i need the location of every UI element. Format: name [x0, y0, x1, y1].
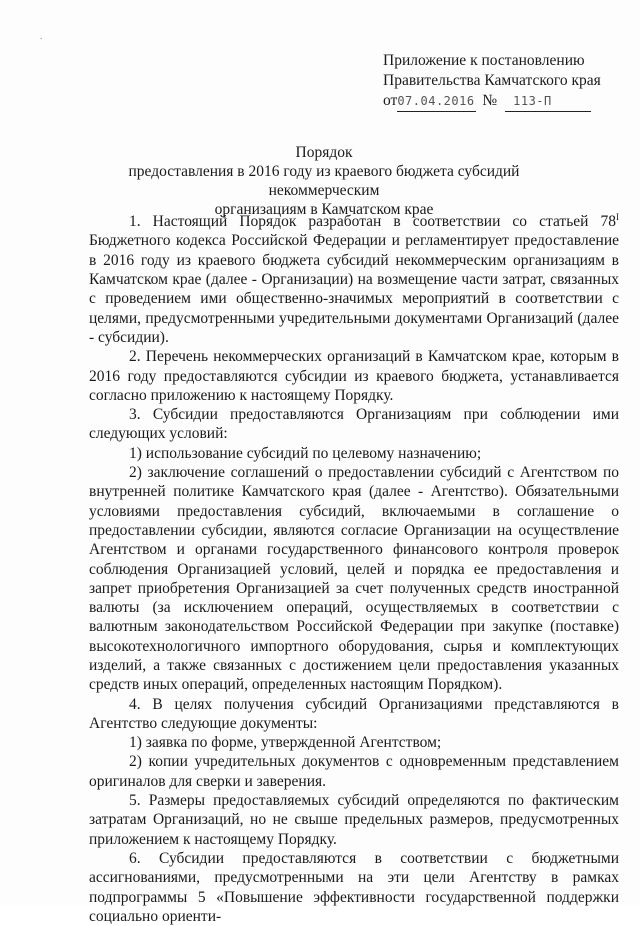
title-line-1: Порядок — [295, 144, 353, 161]
appendix-line-2: Правительства Камчатского края — [383, 72, 601, 89]
paragraph-2: 2. Перечень некоммерческих организаций в Камчатском крае, которым в 2016 году предоставляются субсидии из краевого бюджета, устанавливается согласно приложению к настоящему Порядку. — [89, 348, 619, 404]
paragraph-1 — [89, 208, 619, 347]
paragraph-3-item-2: 2) заключение соглашений о предоставлении субсидий с Агентством по внутренней политике Камчатского края (далее - Агентство). Обязательными условиями предоставления субсидий, включаемыми в соглашение о предоставлении субсидии, являются согласие Организации на осуществление Агентством и органами государственного финансового контроля проверок соблюдения Организацией условий, целей и порядка ее предоставления и запрет приобретения Организацией за счет полученных средств иностранной валюты (за исключением операций, осуществляемых в соответствии с валютным законодательством Российской Федерации при закупке (поставке) высокотехнологичного импортного оборудования, сырья и комплектующих изделий, а также связанных с достижением цели предоставления указанных средств иных операций, определенных настоящим Порядком). — [89, 464, 619, 694]
paragraph-5: 5. Размеры предоставляемых субсидий определяются по фактическим затратам Организаций, но не свыше предельных размеров, предусмотренных приложением к настоящему Порядку. — [89, 792, 619, 848]
paragraph-4: 4. В целях получения субсидий Организациями представляются в Агентство следующие документы: — [89, 695, 619, 732]
appendix-block — [383, 51, 623, 112]
paragraph-3: 3. Субсидии предоставляются Организациям при соблюдении ими следующих условий: — [89, 406, 619, 443]
paragraph-1-start: 1. Настоящий Порядок разработан в соответствии со статьей 78 — [129, 213, 616, 231]
title-line-2: предоставления в 2016 году из краевого бюджета субсидий некоммерческим — [128, 163, 520, 199]
reference-number: 113-П — [505, 91, 591, 112]
paragraph-4-item-1: 1) заявка по форме, утвержденной Агентством; — [129, 734, 442, 752]
paragraph-1-rest: Бюджетного кодекса Российской Федерации и регламентирует предоставление в 2016 году из краевого бюджета субсидий некоммерческим организациям в Камчатском крае (далее - Организации) на возмещение части затрат, связанных с проведением ими общественно-значимых мероприятий в соответствии с целями, предусмотренными учредительными документами Организаций (далее - субсидии). — [89, 232, 619, 346]
reference-prefix: от — [383, 92, 398, 109]
paragraph-3-item-1: 1) использование субсидий по целевому назначению; — [129, 444, 482, 462]
scan-artifact: . — [40, 31, 43, 41]
appendix-reference — [383, 91, 623, 112]
paragraph-1-superscript: I — [616, 212, 619, 222]
paragraph-6: 6. Субсидии предоставляются в соответствии с бюджетными ассигнованиями, предусмотренными на эти цели Агентству в рамках подпрограммы 5 «Повышение эффективности государственной поддержки социально ориенти- — [89, 849, 619, 925]
appendix-line-1: Приложение к постановлению — [383, 52, 585, 69]
title-line-3: организациям в Камчатском крае — [214, 201, 434, 218]
document-body — [89, 208, 619, 926]
number-sign: № — [482, 92, 498, 109]
reference-date: 07.04.2016 — [397, 91, 476, 112]
paragraph-4-item-2: 2) копии учредительных документов с одновременным представлением оригиналов для сверки и заверения. — [89, 753, 619, 790]
